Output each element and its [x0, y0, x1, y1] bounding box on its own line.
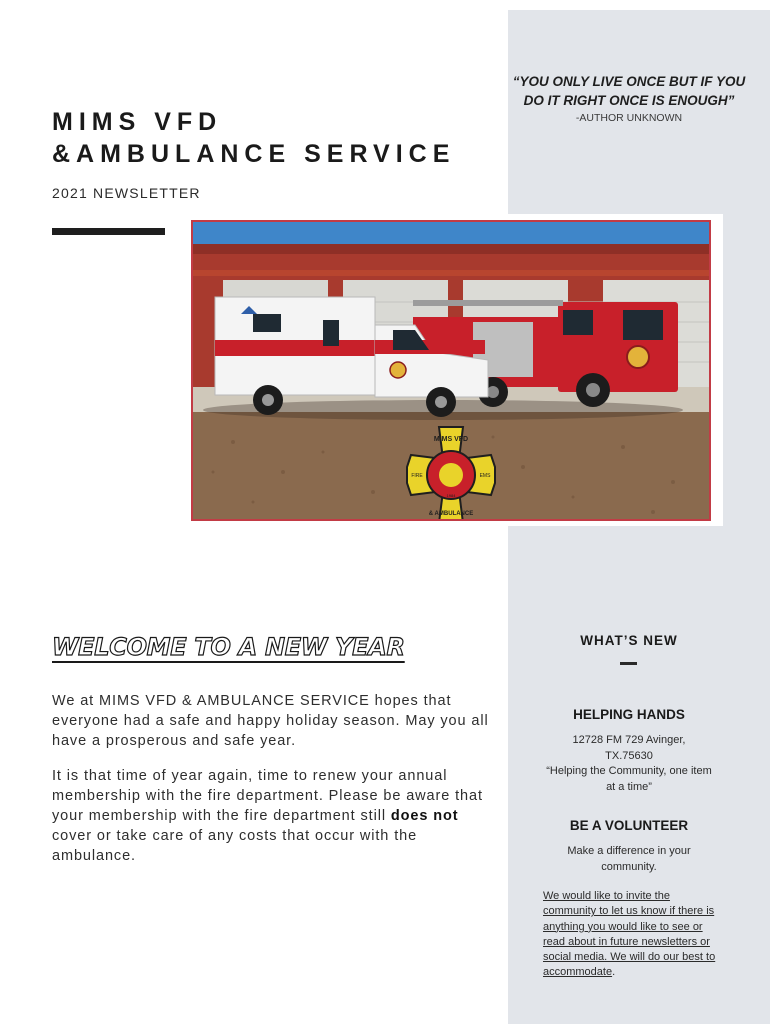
membership-emphasis: does not [390, 808, 459, 824]
whats-new-heading: WHAT’S NEW [580, 633, 678, 648]
helping-hands-motto: “Helping the Community, one item at a time” [546, 765, 712, 793]
quote-text: “YOU ONLY LIVE ONCE BUT IF YOU DO IT RIGHT ONCE IS ENOUGH” [512, 74, 746, 108]
membership-paragraph [52, 766, 492, 866]
welcome-heading: WELCOME TO A NEW YEAR [52, 633, 405, 661]
title-divider [52, 228, 165, 235]
whats-new-divider [620, 662, 637, 665]
fire-station-photo [191, 220, 711, 521]
helping-hands-heading: HELPING HANDS [573, 707, 685, 722]
membership-text-start: It is that time of year again, time to renew your annual membership with the fire department. Please be aware that your membership with the fire department still [52, 768, 483, 824]
svg-text:1984: 1984 [446, 493, 456, 498]
invite-period: . [612, 966, 616, 979]
quote-block [508, 72, 750, 124]
welcome-paragraph: We at MIMS VFD & AMBULANCE SERVICE hopes that everyone had a safe and happy holiday season. May you all have a prosperous and safe year. [52, 693, 489, 749]
svg-text:& AMBULANCE: & AMBULANCE [428, 511, 474, 517]
newsletter-subtitle: 2021 NEWSLETTER [52, 185, 201, 201]
svg-text:FIRE: FIRE [411, 473, 423, 479]
volunteer-text: Make a difference in your community. [567, 845, 691, 873]
invite-paragraph [543, 889, 721, 981]
svg-text:MIMS VFD: MIMS VFD [433, 436, 469, 443]
invite-link[interactable]: We would like to invite the community to let us know if there is anything you would like to see or read about in future newsletters or social media. We will do our best to accommodate [543, 890, 716, 979]
quote-author: -AUTHOR UNKNOWN [575, 112, 683, 124]
helping-hands-address: 12728 FM 729 Avinger, TX.75630 [572, 734, 686, 762]
svg-text:EMS: EMS [479, 473, 491, 479]
volunteer-heading: BE A VOLUNTEER [569, 818, 689, 833]
page-title: MIMS VFD &AMBULANCE SERVICE [52, 108, 456, 168]
membership-text-end: cover or take care of any costs that occur with the ambulance. [52, 828, 418, 864]
